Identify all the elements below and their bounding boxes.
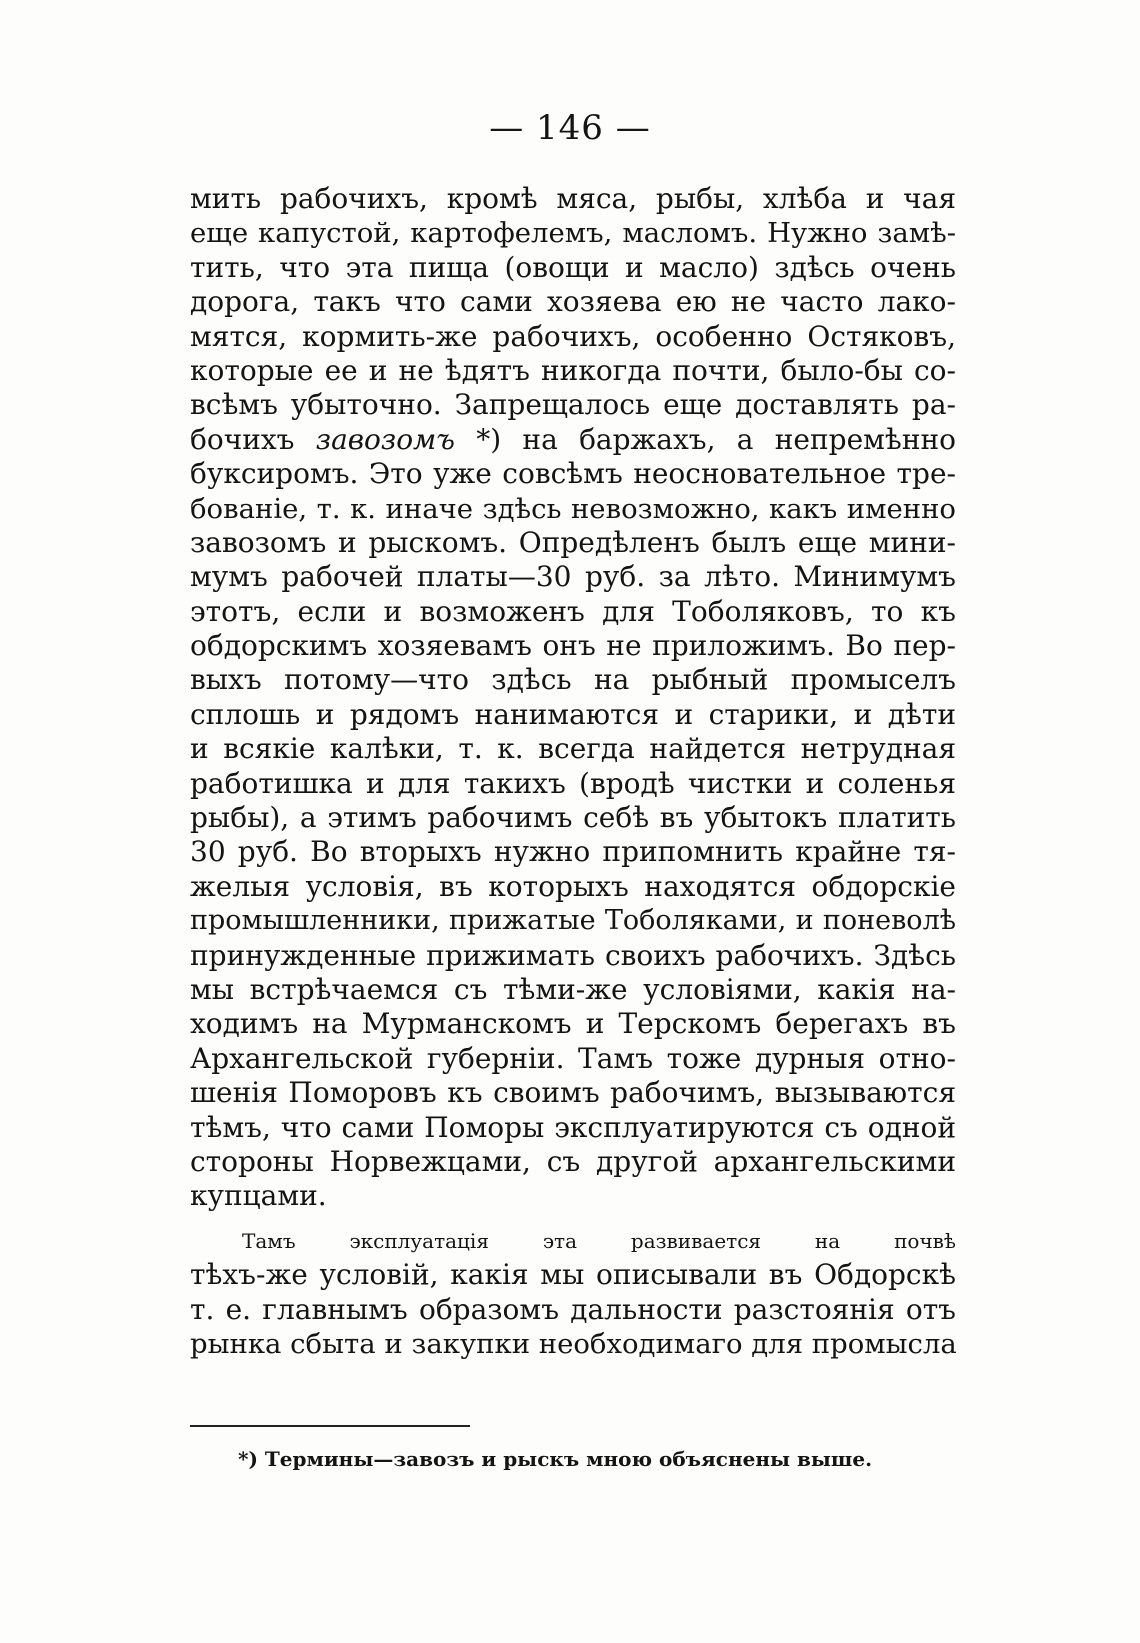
text-line: мумъ рабочей платы—30 руб. за лѣто. Минимумъ: [190, 560, 956, 594]
text-line: промышленники, прижатые Тоболяками, и поневолѣ: [190, 905, 956, 937]
text-line: сплошь и рядомъ нанимаются и старики, и дѣти: [190, 697, 956, 731]
text-line: 30 руб. Во вторыхъ нужно припомнить крайне тя-: [190, 835, 956, 869]
text-line: Архангельской губерніи. Тамъ тоже дурныя отно-: [190, 1041, 956, 1075]
text-line: и всякіе калѣки, т. к. всегда найдется нетрудная: [190, 732, 956, 766]
page-number: — 146 —: [489, 108, 651, 148]
text-line: буксиромъ. Это уже совсѣмъ неосновательное тре-: [190, 457, 956, 491]
text-line: шенія Поморовъ къ своимъ рабочимъ, вызываются: [190, 1076, 956, 1110]
text-line: завозомъ и рыскомъ. Опредѣленъ былъ еще мини-: [190, 525, 956, 559]
text-line-mixed: [190, 423, 956, 457]
text-line: мятся, кормить-же рабочихъ, особенно Остяковъ,: [190, 319, 956, 353]
body-text: [190, 182, 956, 1361]
text-line: Тамъ эксплуатація эта развивается на почвѣ: [242, 1228, 956, 1253]
text-line: тѣхъ-же условій, какія мы описывали въ Обдорскѣ: [190, 1258, 956, 1292]
text-line: дорога, такъ что сами хозяева ею не часто лако-: [190, 285, 956, 319]
text-line: еще капустой, картофелемъ, масломъ. Нужно замѣ-: [190, 217, 956, 250]
text-line: принужденные прижимать своихъ рабочихъ. Здѣсь: [190, 938, 956, 972]
text-line: всѣмъ убыточно. Запрещалось еще доставлять ра-: [190, 388, 956, 422]
footnote-divider: [190, 1425, 470, 1427]
text-line: которые ее и не ѣдятъ никогда почти, было-бы со-: [190, 353, 956, 387]
text-line: работишка и для такихъ (вродѣ чистки и соленья: [190, 766, 956, 800]
text-line: мить рабочихъ, кромѣ мяса, рыбы, хлѣба и чая: [190, 182, 956, 215]
text-line: рыбы), а этимъ рабочимъ себѣ въ убытокъ платить: [190, 801, 956, 835]
text-line: стороны Норвежцами, съ другой архангельскими: [190, 1144, 956, 1178]
italic-term: завозомъ: [315, 422, 455, 456]
text-line: этотъ, если и возможенъ для Тоболяковъ, то къ: [190, 594, 956, 628]
text-line: ходимъ на Мурманскомъ и Терскомъ берегахъ въ: [190, 1007, 956, 1041]
text-fragment: *) на баржахъ, а непремѣнно: [476, 422, 957, 456]
text-line: обдорскимъ хозяевамъ онъ не приложимъ. Во пер-: [190, 629, 956, 663]
text-line: т. е. главнымъ образомъ дальности разстоянія отъ: [190, 1292, 956, 1326]
text-line: мы встрѣчаемся съ тѣми-же условіями, какія на-: [190, 972, 956, 1006]
text-line: купцами.: [190, 1179, 327, 1213]
text-line: бованіе, т. к. иначе здѣсь невозможно, какъ именно: [190, 492, 956, 525]
text-line: желыя условія, въ которыхъ находятся обдорскіе: [190, 869, 956, 903]
text-line: тить, что эта пища (овощи и масло) здѣсь очень: [190, 250, 956, 284]
footnote: *) Термины—завозъ и рыскъ мною объяснены выше.: [238, 1447, 873, 1471]
text-line: рынка сбыта и закупки необходимаго для промысла: [190, 1327, 957, 1360]
text-line: выхъ потому—что здѣсь на рыбный промыселъ: [190, 663, 956, 697]
paragraph-gap: [190, 1214, 956, 1224]
text-line: тѣмъ, что сами Поморы эксплуатируются съ одной: [190, 1110, 956, 1144]
text-fragment: бочихъ: [190, 422, 295, 456]
